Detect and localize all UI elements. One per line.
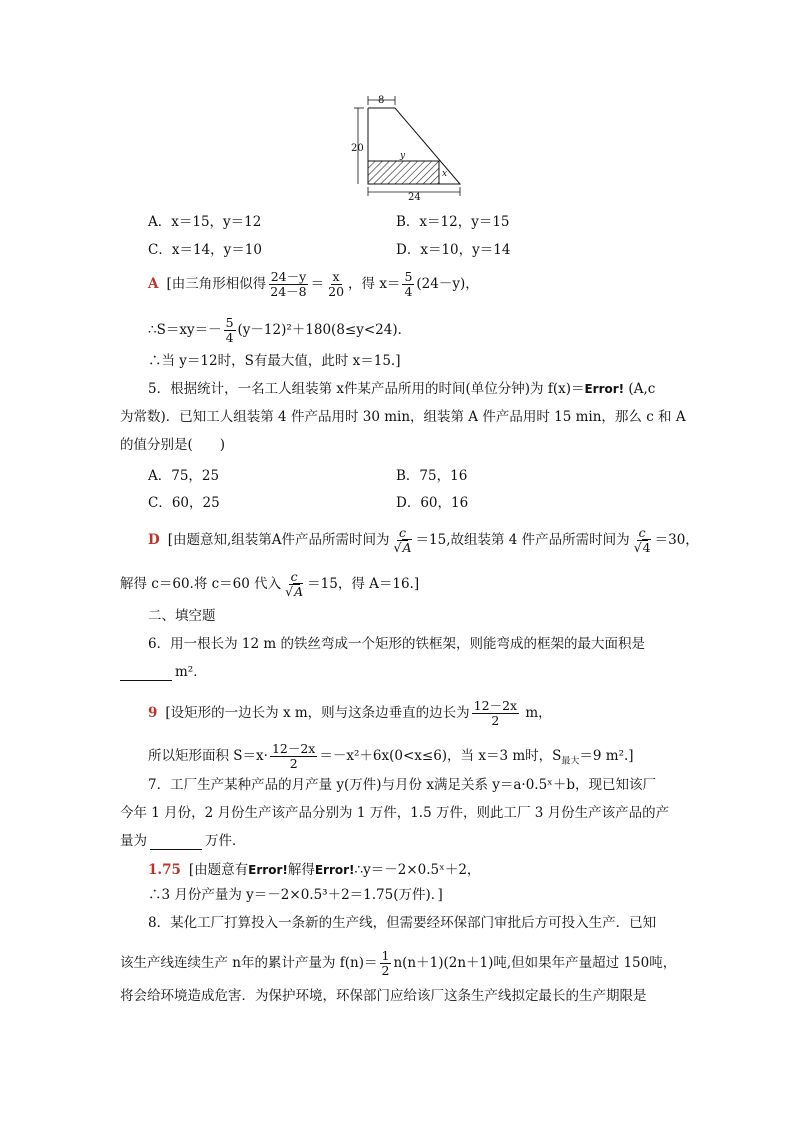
label-24: 24 [408,192,421,202]
q5-stem-line3: 的值分别是( ) [120,437,226,453]
q5-stem-line1: 5．根据统计，一名工人组装第 x件某产品所用的时间(单位分钟)为 f(x)＝Error! (A,c [148,381,656,397]
q6-answer: 9 [148,705,158,721]
q4-option-b: B．x＝12，y＝15 [396,214,510,230]
q8-stem-line3: 将会给环境造成危害．为保护环境，环保部门应给该厂这条生产线拟定最长的生产期限是 [120,988,647,1004]
label-8: 8 [378,95,385,106]
section-heading: 二、填空题 [148,608,216,624]
label-20: 20 [351,143,364,154]
q7-blank [150,849,202,850]
q7-answer: 1.75 [148,862,181,878]
q6-solution-line2: 所以矩形面积 S＝x· $\frac{12-2x}{2}$ ＝－x²＋6x(0<x≤6)，当 x＝3 m时，$S_{最大}=9$ m².] [148,741,634,771]
q7-stem-line1: 7．工厂生产某种产品的月产量 y(万件)与月份 x满足关系 y＝a·0.5ˣ＋b，现已知该厂 [148,777,657,793]
q8-stem-line1: 8．某化工厂打算投入一条新的生产线，但需要经环保部门审批后方可投入生产．已知 [148,915,657,931]
q6-solution-line1: 9 [设矩形的一边长为 x m，则与这条边垂直的边长为 $\frac{12-2x}{2}$ m， [148,698,552,728]
q4-solution-line2: ∴S＝xy＝－ $\frac{5}{4}$ (y－12)²＋180(8≤y<24)． [148,315,412,345]
q5-solution-line2: 解得 c＝60.将 c＝60 代入 $\frac{c}{√A}$ ＝15，得 A＝16.] [120,569,420,599]
q7-solution-line1: 1.75 [由题意有Error!解得Error!∴y＝－2×0.5ˣ＋2， [148,862,481,878]
q7-stem-line2: 今年 1 月份，2 月份生产该产品分别为 1 万件，1.5 万件，则此工厂 3 月份生产该产品的产 [120,805,670,821]
q7-solution-line2: ∴3 月份产量为 y＝－2×0.5³＋2＝1.75(万件)．] [148,887,443,903]
q8-stem-line2: 该生产线连续生产 n年的累计产量为 f(n)＝ $\frac{1}{2}$ n(n＋1)(2n＋1)吨,但如果年产量超过 150吨， [120,948,677,978]
q4-answer: A [148,276,159,292]
q5-solution-line1: D [由题意知,组装第A件产品所需时间为 $\frac{c}{√A}$ ＝15,故组装第 4 件产品所需时间为 $\frac{c}{√4}$ ＝30， [148,525,699,555]
q5-stem-line2: 为常数)．已知工人组装第 4 件产品用时 30 min，组装第 A 件产品用时 15 min，那么 c 和 A [120,409,686,425]
q4-solution-line1: A [由三角形相似得 $\frac{24-y}{24-8}$ ＝ $\frac{x}{20}$ ，得 x＝ $\frac{5}{4}$ (24－y)， [148,269,479,299]
q5-option-a: A．75，25 [148,468,220,484]
label-x: x [442,169,448,179]
q5-option-d: D．60，16 [396,495,469,511]
q4-option-d: D．x＝10，y＝14 [396,242,511,258]
q5-option-b: B．75，16 [396,468,468,484]
q4-solution-line3: ∴当 y＝12时，S有最大值，此时 x＝15.] [148,353,401,369]
q6-stem-line2: m²． [120,663,207,681]
q6-blank [120,680,172,681]
label-y: y [400,151,406,161]
q5-option-c: C．60，25 [148,495,220,511]
q5-answer: D [148,532,160,548]
q4-option-a: A．x＝15，y＝12 [148,214,262,230]
trapezoid-figure [350,94,470,202]
q7-stem-line3: 量为 万件． [120,833,246,849]
q6-stem-line1: 6．用一根长为 12 m 的铁丝弯成一个矩形的铁框架，则能弯成的框架的最大面积是 [148,636,645,652]
q4-option-c: C．x＝14，y＝10 [148,242,262,258]
